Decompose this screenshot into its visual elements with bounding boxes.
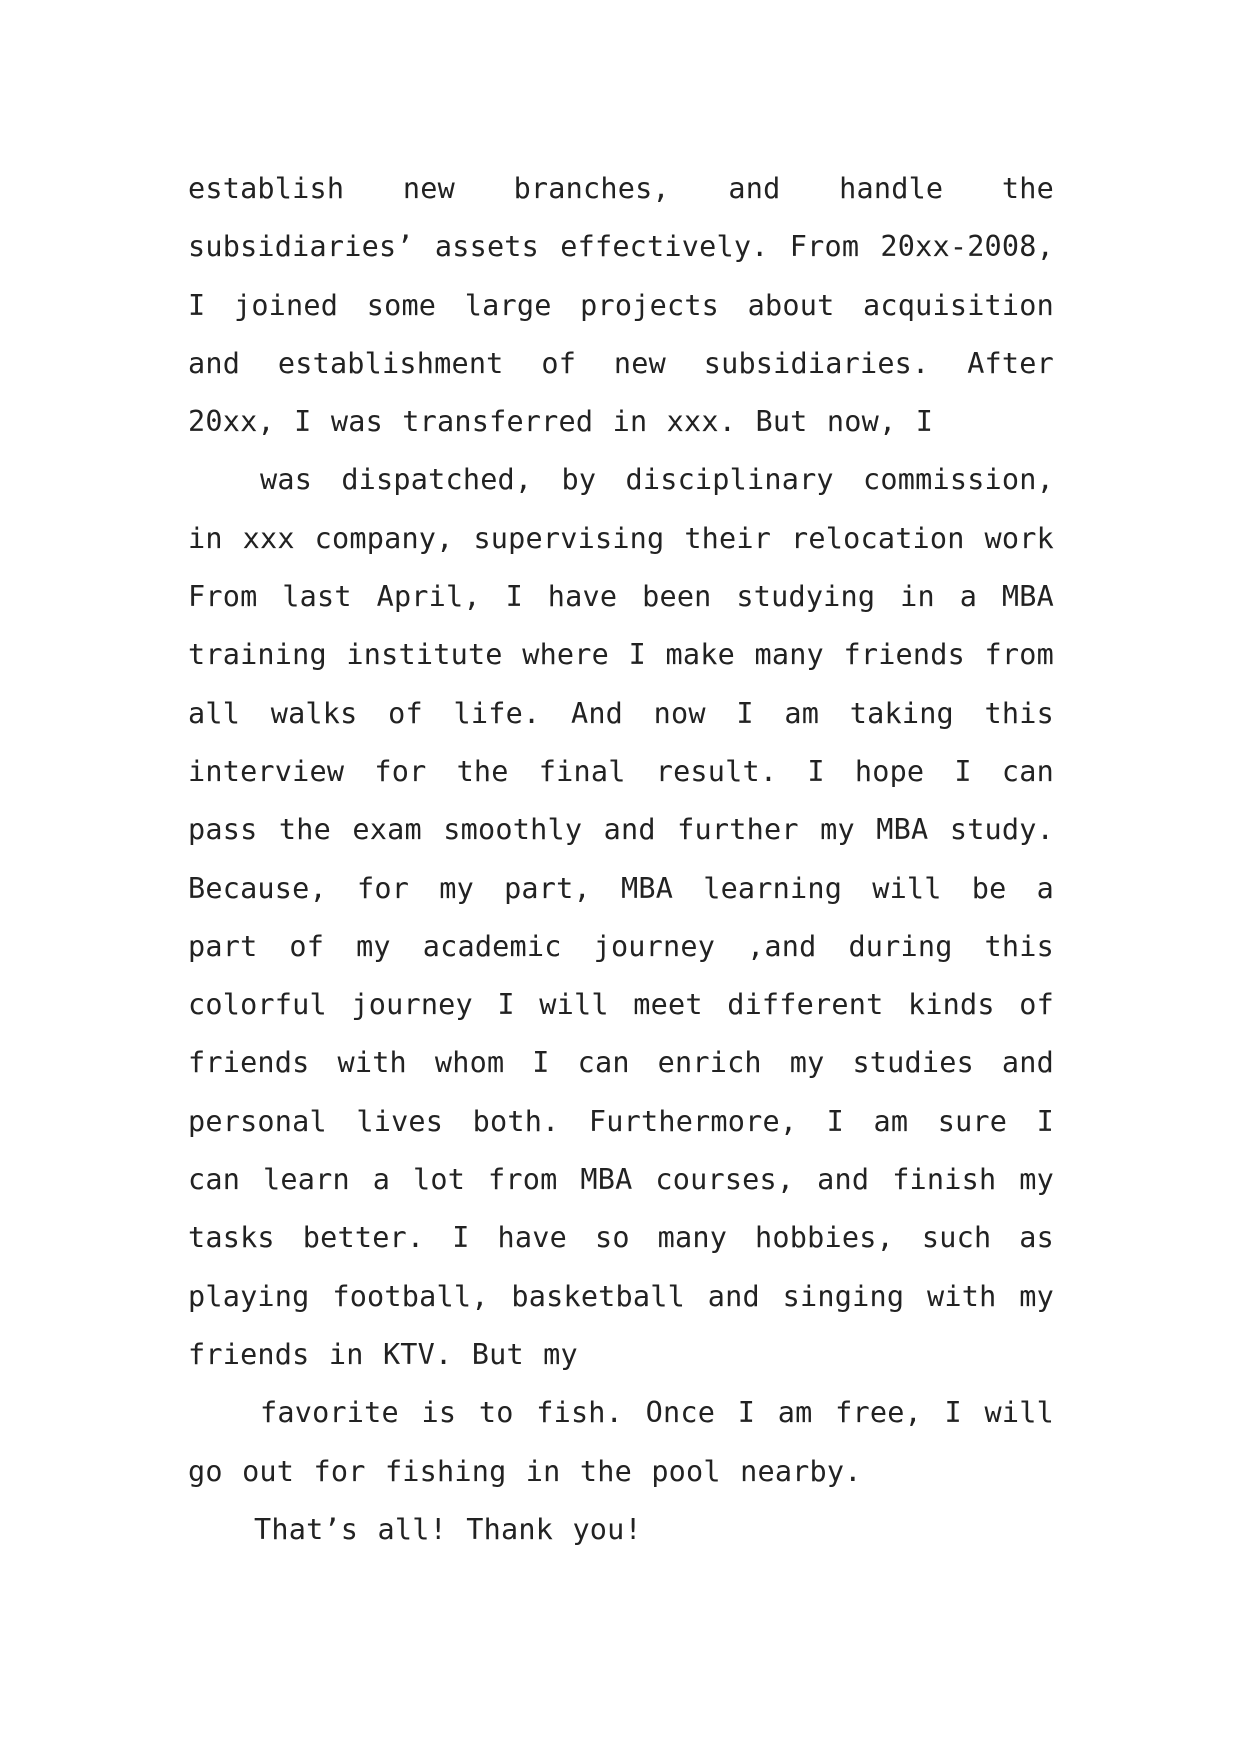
- document-body: [188, 160, 1054, 1559]
- paragraph-3: favorite is to fish. Once I am free, I will go out for fishing in the pool nearby.: [188, 1396, 1054, 1488]
- paragraph-4: That’s all! Thank you!: [254, 1512, 642, 1546]
- paragraph-1: establish new branches, and handle the subsidiaries’ assets effectively. From 20xx-2008, I joined some large projects about acquisition and establishment of new subsidiaries. After 20xx, I was transferred in xxx. But now, I: [188, 172, 1054, 439]
- paragraph-2: was dispatched, by disciplinary commission, in xxx company, supervising their relocation work From last April, I have been studying in a MBA training institute where I make many friends from all walks of life. And now I am taking this interview for the final result. I hope I can pass the exam smoothly and further my MBA study. Because, for my part, MBA learning will be a part of my academic journey ,and during this colorful journey I will meet different kinds of friends with whom I can enrich my studies and personal lives both. Furthermore, I am sure I can learn a lot from MBA courses, and finish my tasks better. I have so many hobbies, such as playing football, basketball and singing with my friends in KTV. But my: [188, 463, 1054, 1371]
